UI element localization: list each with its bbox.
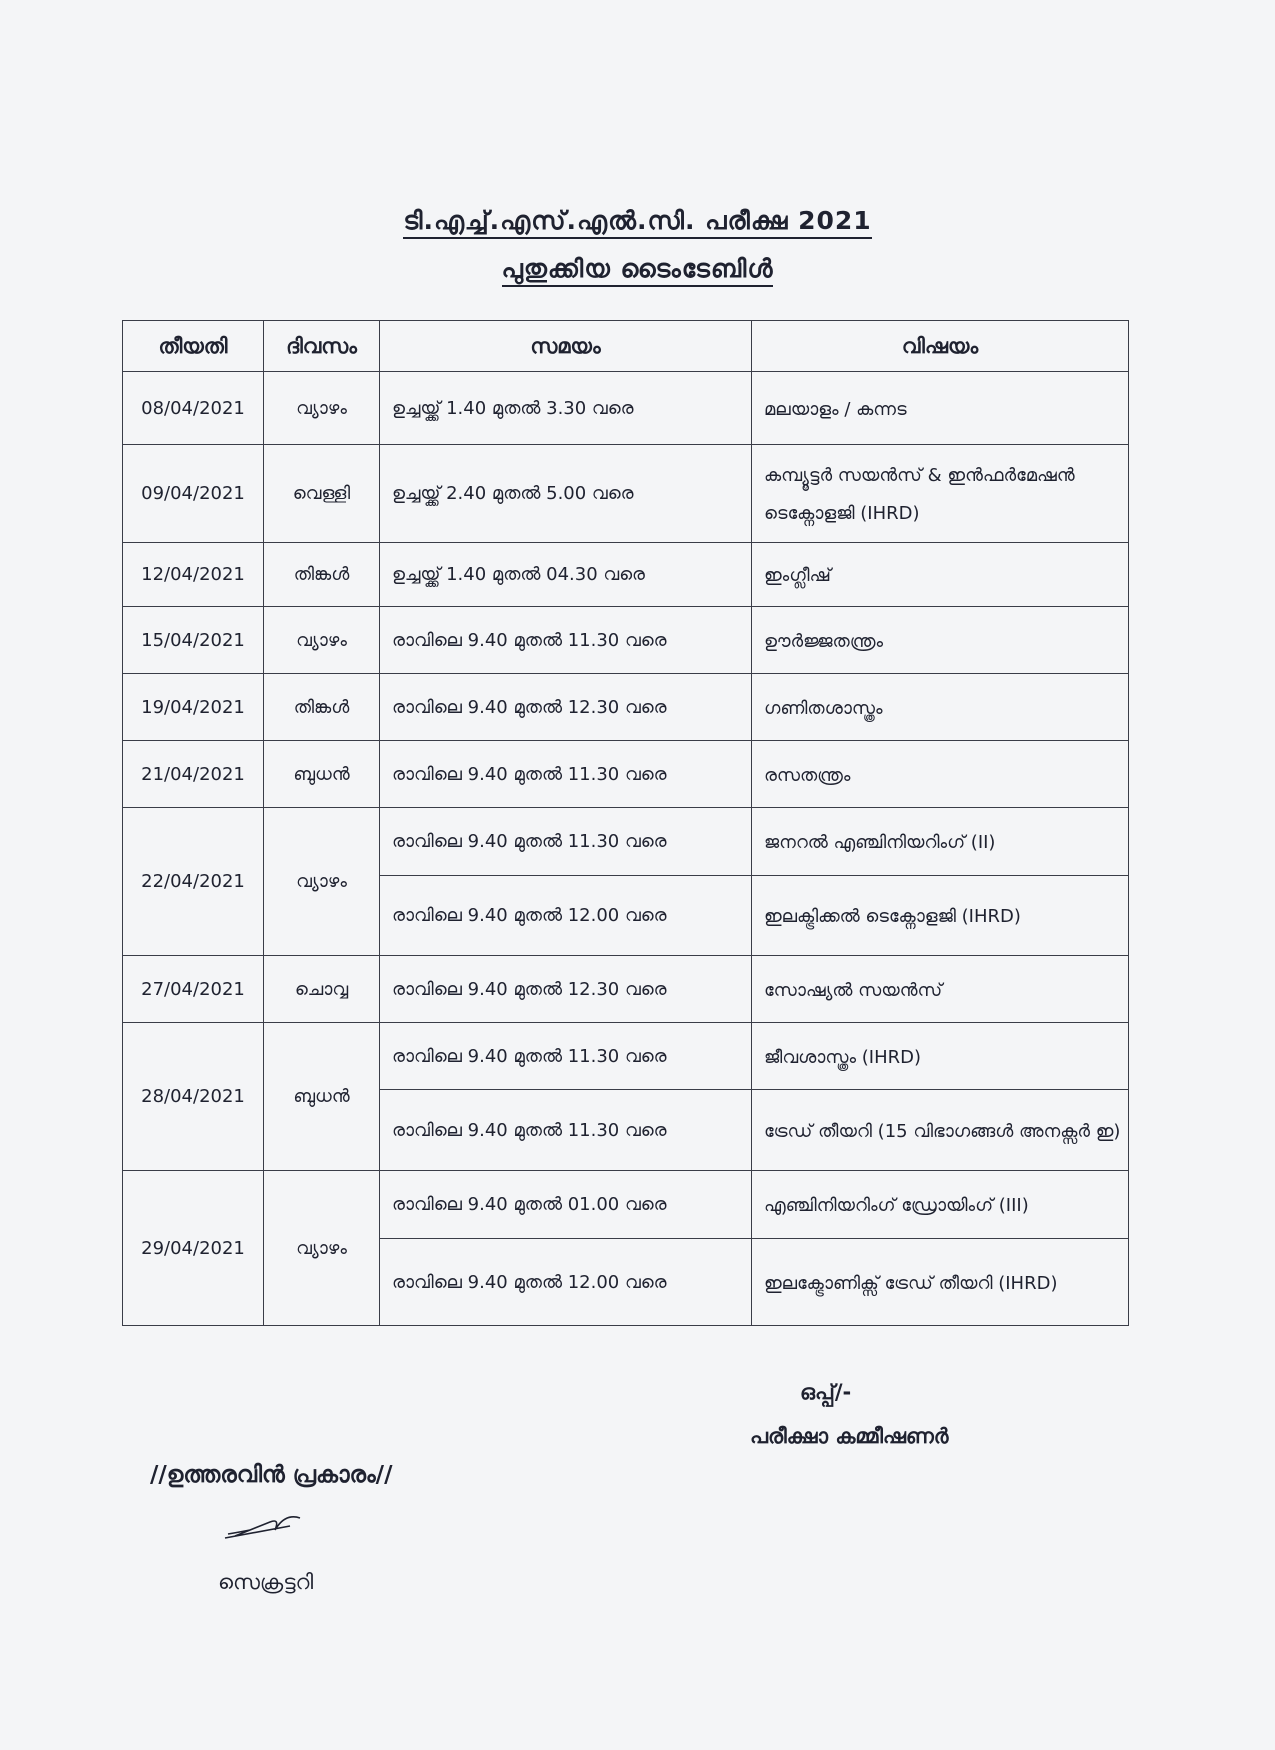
date-cell: 21/04/2021 (123, 741, 264, 808)
date-cell: 12/04/2021 (123, 543, 264, 607)
date-cell: 27/04/2021 (123, 956, 264, 1023)
time-cell: രാവിലെ 9.40 മുതൽ 01.00 വരെ (380, 1171, 752, 1239)
time-cell: ഉച്ചയ്ക്ക് 2.40 മുതൽ 5.00 വരെ (380, 445, 752, 543)
subject-cell: സോഷ്യൽ സയൻസ് (752, 956, 1129, 1023)
signatory-title: പരീക്ഷാ കമ്മീഷണർ (750, 1424, 949, 1448)
day-cell: ചൊവ്വ (264, 956, 380, 1023)
table-row (123, 808, 1129, 876)
time-cell: ഉച്ചയ്ക്ക് 1.40 മുതൽ 04.30 വരെ (380, 543, 752, 607)
day-cell: വ്യാഴം (264, 1171, 380, 1326)
day-cell: വ്യാഴം (264, 607, 380, 674)
timetable (122, 320, 1129, 1326)
date-cell: 28/04/2021 (123, 1023, 264, 1171)
date-cell: 15/04/2021 (123, 607, 264, 674)
table-row (123, 445, 1129, 543)
day-cell: വെള്ളി (264, 445, 380, 543)
date-cell: 22/04/2021 (123, 808, 264, 956)
day-cell: ബുധൻ (264, 741, 380, 808)
time-cell: രാവിലെ 9.40 മുതൽ 11.30 വരെ (380, 607, 752, 674)
day-cell: വ്യാഴം (264, 372, 380, 445)
subject-cell: ഗണിതശാസ്ത്രം (752, 674, 1129, 741)
date-cell: 19/04/2021 (123, 674, 264, 741)
subject-cell: ജീവശാസ്ത്രം (IHRD) (752, 1023, 1129, 1090)
table-row (123, 1171, 1129, 1239)
subject-cell: ഇലക്ട്രോണിക്സ് ട്രേഡ് തീയറി (IHRD) (752, 1239, 1129, 1326)
time-cell: രാവിലെ 9.40 മുതൽ 11.30 വരെ (380, 741, 752, 808)
table-header-row (123, 321, 1129, 372)
signature-graphic (220, 1508, 320, 1548)
page-title: ടി.എച്ച്.എസ്.എൽ.സി. പരീക്ഷ 2021 (0, 206, 1275, 236)
subject-cell: എഞ്ചിനിയറിംഗ് ഡ്രോയിംഗ് (III) (752, 1171, 1129, 1239)
subject-cell: മലയാളം / കന്നട (752, 372, 1129, 445)
time-cell: രാവിലെ 9.40 മുതൽ 12.30 വരെ (380, 956, 752, 1023)
subject-cell: കമ്പ്യൂട്ടർ സയൻസ് & ഇൻഫർമേഷൻ ടെക്നോളജി (IHRD) (752, 445, 1129, 543)
time-cell: രാവിലെ 9.40 മുതൽ 11.30 വരെ (380, 1023, 752, 1090)
time-cell: രാവിലെ 9.40 മുതൽ 11.30 വരെ (380, 808, 752, 876)
subject-cell: രസതന്ത്രം (752, 741, 1129, 808)
subject-cell: ഇംഗ്ലീഷ് (752, 543, 1129, 607)
day-cell: വ്യാഴം (264, 808, 380, 956)
time-cell: ഉച്ചയ്ക്ക് 1.40 മുതൽ 3.30 വരെ (380, 372, 752, 445)
time-cell: രാവിലെ 9.40 മുതൽ 12.00 വരെ (380, 1239, 752, 1326)
day-cell: തിങ്കൾ (264, 543, 380, 607)
header-day: ദിവസം (264, 321, 380, 372)
table-row (123, 956, 1129, 1023)
order-line: //ഉത്തരവിൻ പ്രകാരം// (150, 1462, 393, 1488)
secretary-label: സെക്രട്ടറി (218, 1570, 314, 1594)
table-row (123, 543, 1129, 607)
signed-mark: ഒപ്പ്/- (800, 1380, 852, 1404)
date-cell: 08/04/2021 (123, 372, 264, 445)
date-cell: 29/04/2021 (123, 1171, 264, 1326)
table-row (123, 1023, 1129, 1090)
header-subject: വിഷയം (752, 321, 1129, 372)
page-subtitle: പുതുക്കിയ ടൈംടേബിൾ (0, 254, 1275, 284)
subject-cell: ഇലക്ട്രിക്കൽ ടെക്നോളജി (IHRD) (752, 876, 1129, 956)
subject-cell: ഊർജ്ജതന്ത്രം (752, 607, 1129, 674)
table-row (123, 372, 1129, 445)
header-date: തീയതി (123, 321, 264, 372)
subject-cell: ട്രേഡ് തീയറി (15 വിഭാഗങ്ങൾ അനക്സർ ഇ) (752, 1090, 1129, 1171)
date-cell: 09/04/2021 (123, 445, 264, 543)
time-cell: രാവിലെ 9.40 മുതൽ 12.30 വരെ (380, 674, 752, 741)
subject-cell: ജനറൽ എഞ്ചിനിയറിംഗ് (II) (752, 808, 1129, 876)
time-cell: രാവിലെ 9.40 മുതൽ 12.00 വരെ (380, 876, 752, 956)
day-cell: ബുധൻ (264, 1023, 380, 1171)
table-row (123, 607, 1129, 674)
day-cell: തിങ്കൾ (264, 674, 380, 741)
time-cell: രാവിലെ 9.40 മുതൽ 11.30 വരെ (380, 1090, 752, 1171)
header-time: സമയം (380, 321, 752, 372)
table-row (123, 741, 1129, 808)
table-row (123, 674, 1129, 741)
